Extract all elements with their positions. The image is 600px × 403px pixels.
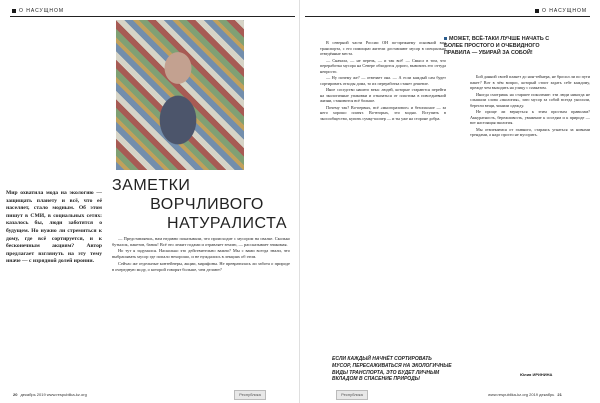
page-number-left: 20 [13,392,18,397]
body-paragraph: — Представляешь, нам недавно показывали, что происходит с мусором на свалке. Сколько бутылок, пакетов, банок! Всё это лежит годами и отравляет землю, — рассказывает знакомая. [112,236,290,247]
body-paragraph: — Сначала, — не перечь, — и так всё! — Смысл в том, что переработка мусора на Севере обходится дорого, вывозить его оттуда непросто. [320,57,446,74]
body-column-right-2 [470,74,590,139]
rubric-square-icon [12,9,16,13]
rubric-left: О НАСУЩНОМ [12,8,64,14]
magazine-logo-left: Республика [234,390,266,400]
body-paragraph: Иное соседство нашего века: людей, которые стараются перейти на экологичные упаковки и отказаться от пластика в повседневной жизни, становится всё больше. [320,87,446,103]
pull-quote-bottom: ЕСЛИ КАЖДЫЙ НАЧНЁТ СОРТИРОВАТЬ МУСОР, ПЕРЕСАЖИВАТЬСЯ НА ЭКОЛОГИЧНЫЕ ВИДЫ ТРАНСПОРТА, ЭТО БУДЕТ ЛИЧНЫМ ВКЛАДОМ В СПАСЕНИЕ ПРИРОДЫ [332,356,452,383]
body-column-left [112,236,290,273]
body-paragraph: В северной части России ОН по-прежнему основной вид транспорта, с его помощью жители доставляют мусор в специально отведённые места. [320,40,446,56]
intro-paragraph: Мир охватила мода на экологию — защищать планету и всё, что её населяет, стало модным. Об этом пишут в СМИ, в социальных сетях: казалось бы, люди заботятся о будущем. Но нужно ли стремиться к дому, где всё сортируется, и к бесконечным акциям? Автор предлагает взглянуть на эту тему иначе — с изрядной долей иронии. [6,190,102,265]
headline [112,176,292,233]
pull-quote-top: МОЖЕТ, ВСЁ-ТАКИ ЛУЧШЕ НАЧАТЬ С БОЛЕЕ ПРОСТОГО И ОЧЕВИДНОГО ПРАВИЛА — УБИРАЙ ЗА СОБОЙ! [444,36,550,57]
page-number-right: 21 [557,392,562,397]
body-column-right-1 [320,40,446,122]
body-paragraph: — Ну почему же? — отвечает она. — А если каждый сам будет сортировать отходы дома, то их переработка станет дешевле. [320,75,446,86]
header-rule-right [305,16,590,17]
headline-line-1: ЗАМЕТКИ [112,177,191,194]
body-paragraph: Бой данной своей планет до нон-тейнера, не бросил ли по пути пакет? Вот в чём вопрос, который стоит задать себе каждому, прежде чем выходить на улицу с плакатом. [470,74,590,90]
quote-square-icon [444,37,447,40]
headline-line-3: НАТУРАЛИСТА [167,215,287,232]
rubric-right: О НАСУЩНОМ [535,8,587,14]
magazine-logo-right: Республика [336,390,368,400]
footer-left: 20 декабрь 2019 www.respublika-kz.org [13,392,87,397]
headline-line-2: ВОРЧЛИВОГО [150,196,264,213]
body-paragraph: Сейчас же отдельные контейнеры, акции, марафоны. Не превратилась ли забота о природе в очередную моду, о которой говорят больше, чем делают? [112,260,290,272]
body-paragraph: Почему так? Во-первых, всё «многоразовое» и безопасное — за него хорошо платят. Во-вторых, это модно. Вступить в экосообщество, купить сумку-шопер — и ты уже на стороне добра. [320,104,446,121]
body-paragraph: Мы отвлекаемся от главного, стараясь угнаться за новыми трендами, а надо просто не мусорить. [470,126,590,137]
body-paragraph: Но тут я задумался. Насколько это действительно важно? Мы с вами всегда знали, что выбрасывать мусор где попало нехорошо, и не нуждались в лекциях об этом. [112,248,290,260]
body-paragraph: Не проще ли вернуться к этим простым правилам? Аккуратность, бережливость, уважение к соседям и к природе — вот настоящая экология. [470,109,590,125]
body-paragraph: Иногда смотришь на старшее поколение: эти люди никогда не слышали слова «экология», зато мусор за собой всегда уносили, берегли вещи, чинили одежду. [470,91,590,108]
footer-right: www.respublika-kz.org 2019 декабрь 21 [488,392,562,397]
author-signature: Юлия ИРИНИНА [520,372,553,377]
header-rule-left [10,16,295,17]
article-photo [116,20,244,170]
rubric-square-icon [535,9,539,13]
